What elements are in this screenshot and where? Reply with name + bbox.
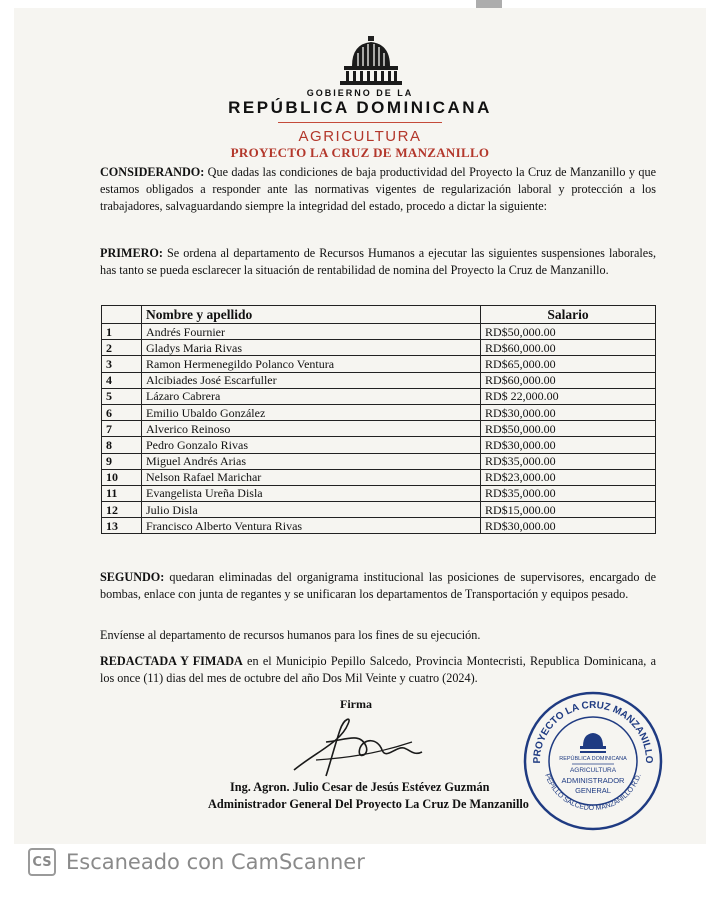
employee-name: Pedro Gonzalo Rivas <box>142 437 481 453</box>
segundo-paragraph <box>100 569 656 603</box>
employee-name: Julio Disla <box>142 502 481 518</box>
employee-salary: RD$60,000.00 <box>481 372 656 388</box>
employee-salary: RD$65,000.00 <box>481 356 656 372</box>
table-header-salary: Salario <box>481 306 656 324</box>
table-row <box>102 421 656 437</box>
row-number: 13 <box>102 518 142 534</box>
employee-salary: RD$30,000.00 <box>481 437 656 453</box>
employee-name: Francisco Alberto Ventura Rivas <box>142 518 481 534</box>
header-republica: REPÚBLICA DOMINICANA <box>228 98 492 117</box>
row-number: 7 <box>102 421 142 437</box>
seal-ring-bottom: PEPILLO SALCEDO MANZANILLO R.D. <box>543 772 643 813</box>
table-header-row <box>102 306 656 324</box>
camscanner-watermark <box>28 846 365 878</box>
employee-name: Miguel Andrés Arias <box>142 453 481 469</box>
header-divider <box>278 122 442 123</box>
employee-salary: RD$35,000.00 <box>481 485 656 501</box>
employee-name: Nelson Rafael Marichar <box>142 469 481 485</box>
envio-paragraph: Envíense al departamento de recursos humanos para los fines de su ejecución. <box>100 628 481 642</box>
table-row <box>102 388 656 404</box>
table-row <box>102 453 656 469</box>
considerando-label: CONSIDERANDO: <box>100 165 205 179</box>
row-number: 4 <box>102 372 142 388</box>
employee-salary: RD$30,000.00 <box>481 518 656 534</box>
considerando-paragraph <box>100 164 656 215</box>
seal-ring-top: PROYECTO LA CRUZ MANZANILLO <box>531 699 655 764</box>
employee-name: Andrés Fournier <box>142 324 481 340</box>
seal-inner-agricultura: AGRICULTURA <box>569 767 617 774</box>
table-row <box>102 372 656 388</box>
employee-salary: RD$23,000.00 <box>481 469 656 485</box>
employee-salary: RD$30,000.00 <box>481 404 656 420</box>
employee-salary: RD$50,000.00 <box>481 421 656 437</box>
seal-inner-role-2: GENERAL <box>575 786 611 795</box>
employee-name: Alverico Reinoso <box>142 421 481 437</box>
redactada-label: REDACTADA Y FIMADA <box>100 654 243 668</box>
table-row <box>102 502 656 518</box>
header-proyecto: PROYECTO LA CRUZ DE MANZANILLO <box>230 145 490 160</box>
employee-name: Alcibiades José Escarfuller <box>142 372 481 388</box>
table-header-num <box>102 306 142 324</box>
row-number: 2 <box>102 340 142 356</box>
segundo-text: quedaran eliminadas del organigrama institucional las posiciones de supervisores, encargado de bombas, enlace con junta de regantes y se unificaran los departamentos de Transportación y equipos pesado. <box>100 570 656 601</box>
camscanner-logo-icon: CS <box>28 848 56 876</box>
employee-salary: RD$50,000.00 <box>481 324 656 340</box>
firma-label: Firma <box>340 697 372 711</box>
header-gobierno: GOBIERNO DE LA <box>306 88 414 98</box>
row-number: 11 <box>102 485 142 501</box>
employee-name: Lázaro Cabrera <box>142 388 481 404</box>
table-row <box>102 469 656 485</box>
seal-inner-republica: REPÚBLICA DOMINICANA <box>559 756 627 762</box>
government-emblem-icon <box>338 36 404 86</box>
redactada-text: en el Municipio Pepillo Salcedo, Provincia Montecristi, Republica Dominicana, a los once (11) dias del mes de octubre del año Dos Mil Veinte y cuatro (2024). <box>100 654 656 685</box>
primero-text: Se ordena al departamento de Recursos Humanos a ejecutar las siguientes suspensiones laborales, has tanto se pueda esclarecer la situación de rentabilidad de nomina del Proyecto la Cruz de Manzanillo. <box>100 246 656 277</box>
employee-table <box>101 305 656 534</box>
table-row <box>102 518 656 534</box>
primero-paragraph <box>100 245 656 279</box>
row-number: 12 <box>102 502 142 518</box>
table-row <box>102 437 656 453</box>
employee-name: Emilio Ubaldo González <box>142 404 481 420</box>
handwritten-signature <box>286 712 426 782</box>
employee-salary: RD$35,000.00 <box>481 453 656 469</box>
seal-inner-role-1: ADMINISTRADOR <box>561 776 625 785</box>
table-row <box>102 340 656 356</box>
table-row <box>102 324 656 340</box>
employee-salary: RD$15,000.00 <box>481 502 656 518</box>
segundo-label: SEGUNDO: <box>100 570 165 584</box>
table-row <box>102 485 656 501</box>
row-number: 8 <box>102 437 142 453</box>
row-number: 3 <box>102 356 142 372</box>
employee-salary: RD$60,000.00 <box>481 340 656 356</box>
header-ministerio: AGRICULTURA <box>298 128 422 145</box>
row-number: 10 <box>102 469 142 485</box>
table-header-name: Nombre y apellido <box>142 306 481 324</box>
table-row <box>102 356 656 372</box>
table-row <box>102 404 656 420</box>
row-number: 6 <box>102 404 142 420</box>
considerando-text: Que dadas las condiciones de baja productividad del Proyecto la Cruz de Manzanillo y que estamos obligados a responder ante las normativas vigentes de regularización laboral y protección a los trabajadores, salvaguardando siempre la integridad del estado, procedo a dictar la siguiente: <box>100 165 656 213</box>
employee-salary: RD$ 22,000.00 <box>481 388 656 404</box>
employee-name: Gladys Maria Rivas <box>142 340 481 356</box>
row-number: 1 <box>102 324 142 340</box>
redactada-paragraph <box>100 653 656 687</box>
primero-label: PRIMERO: <box>100 246 163 260</box>
employee-name: Evangelista Ureña Disla <box>142 485 481 501</box>
row-number: 5 <box>102 388 142 404</box>
camscanner-text: Escaneado con CamScanner <box>66 850 365 874</box>
official-seal-stamp <box>522 690 664 832</box>
signer-name: Ing. Agron. Julio Cesar de Jesús Estévez Guzmán <box>230 780 490 794</box>
scan-smudge <box>476 0 502 8</box>
employee-name: Ramon Hermenegildo Polanco Ventura <box>142 356 481 372</box>
row-number: 9 <box>102 453 142 469</box>
signer-title: Administrador General Del Proyecto La Cruz De Manzanillo <box>208 797 529 811</box>
